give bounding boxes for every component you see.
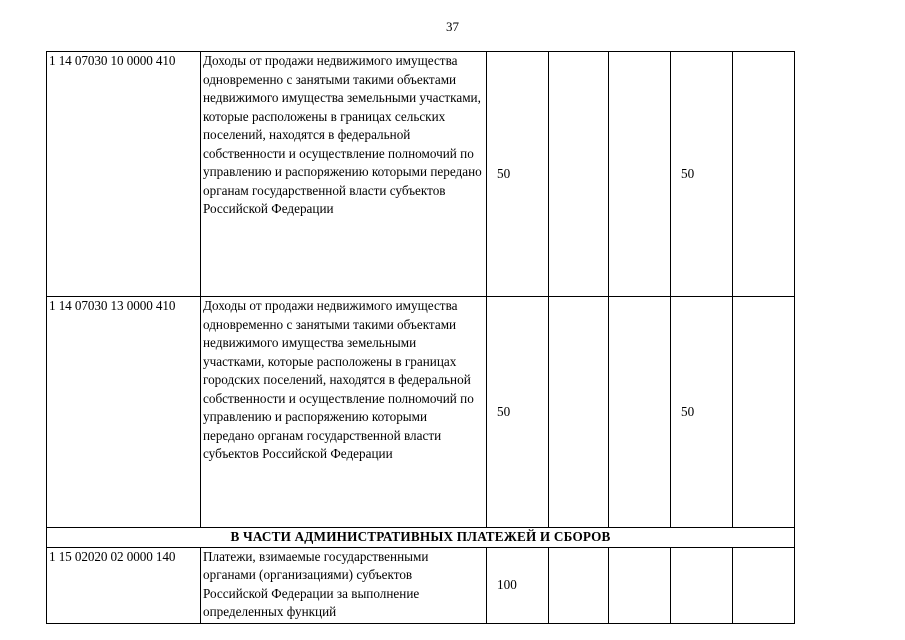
row-code: 1 14 07030 13 0000 410 [47, 297, 201, 528]
value-cell-1: 50 [487, 297, 549, 528]
value-cell-2 [549, 547, 609, 623]
section-row [47, 528, 795, 548]
row-code: 1 14 07030 10 0000 410 [47, 52, 201, 297]
value-cell-2 [549, 52, 609, 297]
value-cell-1: 50 [487, 52, 549, 297]
value-cell-1: 100 [487, 547, 549, 623]
value-cell-4: 50 [671, 52, 733, 297]
row-name: Платежи, взимаемые государственными органами (организациями) субъектов Российской Федерации за выполнение определенных функций [201, 547, 487, 623]
value-cell-3 [609, 52, 671, 297]
section-heading: В ЧАСТИ АДМИНИСТРАТИВНЫХ ПЛАТЕЖЕЙ И СБОРОВ [47, 528, 795, 548]
value-cell-2 [549, 297, 609, 528]
value-cell-5 [733, 297, 795, 528]
value-cell-3 [609, 547, 671, 623]
row-name: Доходы от продажи недвижимого имущества одновременно с занятыми такими объектами недвижимого имущества земельными участками, которые расположены в границах городских поселений, находятся в федеральной собственности и осуществление полномочий по управлению и распоряжению которыми передано органам государственной власти субъектов Российской Федерации [201, 297, 487, 528]
value-cell-5 [733, 52, 795, 297]
page-number: 37 [446, 19, 459, 34]
value-cell-3 [609, 297, 671, 528]
revenue-table [46, 51, 795, 624]
table-row [47, 52, 795, 297]
row-name: Доходы от продажи недвижимого имущества одновременно с занятыми такими объектами недвижимого имущества земельными участками, которые расположены в границах сельских поселений, находятся в федеральной собственности и осуществление полномочий по управлению и распоряжению которыми передано органам государственной власти субъектов Российской Федерации [201, 52, 487, 297]
table-row [47, 547, 795, 623]
table-row [47, 297, 795, 528]
value-cell-4 [671, 547, 733, 623]
row-code: 1 15 02020 02 0000 140 [47, 547, 201, 623]
value-cell-5 [733, 547, 795, 623]
value-cell-4: 50 [671, 297, 733, 528]
